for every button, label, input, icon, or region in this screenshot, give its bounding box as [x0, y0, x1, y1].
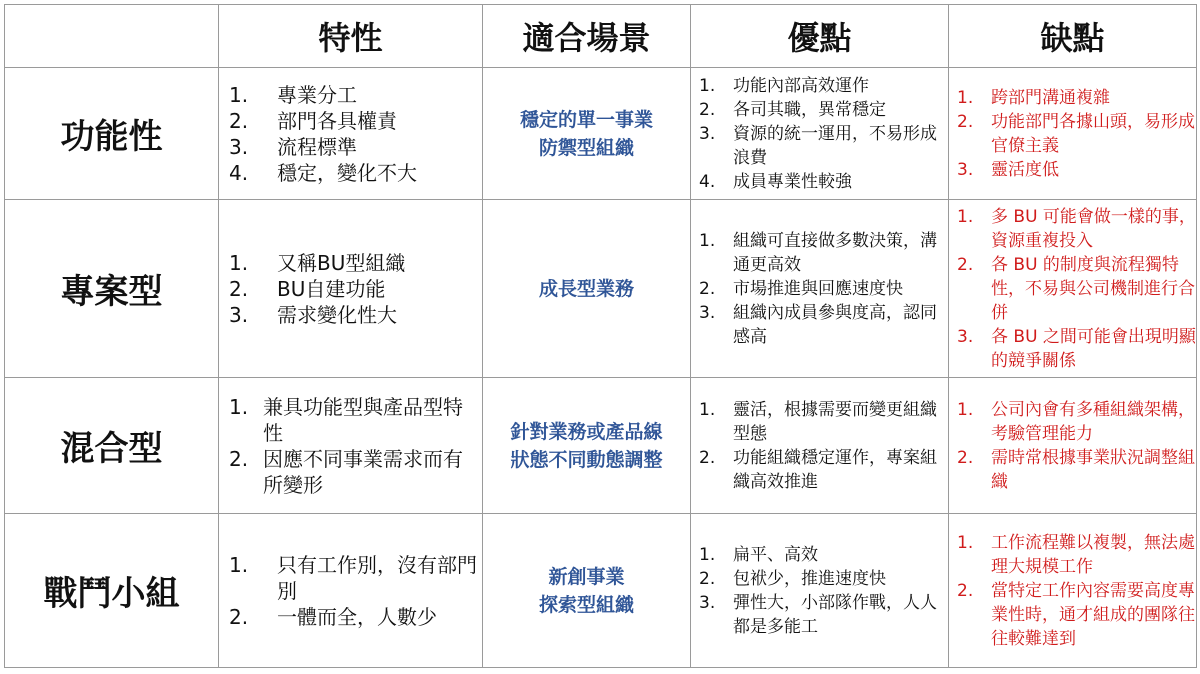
list-text: 一體而全，人數少 — [277, 604, 437, 629]
list-number: 2. — [957, 447, 974, 468]
list-item — [229, 250, 482, 276]
list-text: 當特定工作內容需要高度專業性時，通才組成的團隊往往較難達到 — [991, 580, 1195, 649]
list-text: 需時常根據事業狀況調整組織 — [991, 447, 1195, 492]
list-text: 跨部門溝通複雜 — [991, 87, 1110, 108]
list-item — [699, 567, 948, 591]
list-text: 組織可直接做多數決策，溝通更高效 — [733, 230, 937, 275]
header-disadvantages: 缺點 — [949, 5, 1197, 68]
list-text: 成員專業性較強 — [733, 171, 852, 192]
list-number: 1. — [229, 250, 249, 275]
list-item — [229, 160, 482, 186]
list-number: 2. — [229, 276, 249, 301]
advantages-list — [691, 229, 948, 349]
list-item — [699, 98, 948, 122]
header-corner — [5, 5, 219, 68]
list-number: 4. — [229, 160, 249, 185]
scenario-line: 穩定的單一事業 — [519, 108, 653, 131]
list-number: 1. — [957, 87, 974, 108]
list-number: 2. — [699, 278, 716, 299]
list-item — [229, 134, 482, 160]
list-number: 2. — [229, 108, 249, 133]
list-text: 市場推進與回應速度快 — [733, 278, 903, 299]
list-number: 1. — [699, 230, 716, 251]
list-item — [699, 591, 948, 639]
features-list — [219, 394, 482, 498]
list-item — [699, 277, 948, 301]
list-item — [229, 446, 482, 498]
list-number: 3. — [229, 134, 249, 159]
list-item — [957, 398, 1196, 446]
list-item — [699, 398, 948, 446]
scenario-line: 成長型業務 — [538, 277, 634, 300]
list-text: 需求變化性大 — [277, 302, 397, 327]
scenario-line: 狀態不同動態調整 — [510, 448, 663, 471]
advantages-list — [691, 74, 948, 194]
disadvantages-cell — [949, 200, 1197, 378]
list-number: 1. — [699, 75, 716, 96]
features-list — [219, 552, 482, 630]
list-number: 1. — [699, 399, 716, 420]
list-text: 功能部門各據山頭，易形成官僚主義 — [991, 111, 1195, 156]
list-text: 各 BU 之間可能會出現明顯的競爭關係 — [991, 326, 1196, 371]
scenario-line: 防禦型組織 — [538, 136, 634, 159]
list-item — [229, 552, 482, 604]
features-cell — [219, 378, 483, 514]
disadvantages-list — [949, 205, 1196, 373]
list-text: 包袱少，推進速度快 — [733, 568, 886, 589]
list-item — [699, 301, 948, 349]
list-number: 4. — [699, 171, 716, 192]
list-item — [699, 229, 948, 277]
features-cell — [219, 200, 483, 378]
org-comparison-table — [4, 4, 1197, 668]
list-number: 1. — [699, 544, 716, 565]
list-text: 功能組織穩定運作，專案組織高效推進 — [733, 447, 937, 492]
list-item — [957, 531, 1196, 579]
scenario-cell — [483, 514, 691, 668]
row-title: 戰鬥小組 — [5, 514, 219, 668]
list-number: 3. — [957, 159, 974, 180]
list-number: 1. — [957, 532, 974, 553]
list-text: 各 BU 的制度與流程獨特性，不易與公司機制進行合併 — [991, 254, 1195, 323]
list-number: 3. — [699, 302, 716, 323]
disadvantages-cell — [949, 68, 1197, 200]
row-title: 功能性 — [5, 68, 219, 200]
advantages-cell — [691, 68, 949, 200]
scenario-cell — [483, 68, 691, 200]
scenario-line: 針對業務或產品線 — [510, 420, 663, 443]
list-item — [229, 276, 482, 302]
list-item — [957, 110, 1196, 158]
list-item — [957, 253, 1196, 325]
list-item — [699, 122, 948, 170]
advantages-cell — [691, 378, 949, 514]
list-text: 流程標準 — [277, 134, 357, 159]
list-number: 3. — [699, 123, 716, 144]
list-item — [699, 446, 948, 494]
list-item — [699, 543, 948, 567]
list-number: 1. — [229, 552, 249, 577]
header-row — [5, 5, 1197, 68]
list-number: 2. — [699, 99, 716, 120]
features-cell — [219, 514, 483, 668]
list-text: 組織內成員參與度高，認同感高 — [733, 302, 937, 347]
list-text: 多 BU 可能會做一樣的事，資源重複投入 — [991, 206, 1196, 251]
list-item — [229, 82, 482, 108]
list-number: 2. — [699, 568, 716, 589]
disadvantages-list — [949, 86, 1196, 182]
list-number: 2. — [957, 254, 974, 275]
list-number: 3. — [699, 592, 716, 613]
advantages-cell — [691, 200, 949, 378]
features-cell — [219, 68, 483, 200]
list-text: 工作流程難以複製，無法處理大規模工作 — [991, 532, 1195, 577]
disadvantages-list — [949, 531, 1196, 651]
list-item — [229, 302, 482, 328]
list-number: 2. — [957, 111, 974, 132]
table-row — [5, 68, 1197, 200]
list-item — [957, 446, 1196, 494]
list-number: 1. — [229, 394, 249, 419]
list-text: 各司其職，異常穩定 — [733, 99, 886, 120]
table-row — [5, 378, 1197, 514]
advantages-cell — [691, 514, 949, 668]
row-title: 混合型 — [5, 378, 219, 514]
list-text: 穩定，變化不大 — [277, 160, 417, 185]
advantages-list — [691, 543, 948, 639]
list-text: BU自建功能 — [277, 276, 386, 301]
list-number: 2. — [229, 446, 249, 471]
list-number: 2. — [229, 604, 249, 629]
list-item — [957, 205, 1196, 253]
list-text: 資源的統一運用，不易形成浪費 — [733, 123, 937, 168]
list-number: 2. — [699, 447, 716, 468]
list-number: 3. — [957, 326, 974, 347]
list-text: 又稱BU型組織 — [277, 250, 406, 275]
list-text: 專業分工 — [277, 82, 357, 107]
list-text: 只有工作別，沒有部門別 — [277, 552, 477, 603]
list-number: 1. — [957, 206, 974, 227]
scenario-line: 探索型組織 — [538, 593, 634, 616]
scenario-cell — [483, 378, 691, 514]
list-item — [957, 158, 1196, 182]
list-text: 公司內會有多種組織架構，考驗管理能力 — [991, 399, 1195, 444]
list-number: 2. — [957, 580, 974, 601]
scenario-cell — [483, 200, 691, 378]
header-features: 特性 — [219, 5, 483, 68]
features-list — [219, 82, 482, 186]
disadvantages-cell — [949, 378, 1197, 514]
scenario-line: 新創事業 — [548, 565, 625, 588]
list-text: 因應不同事業需求而有所變形 — [263, 446, 463, 497]
list-item — [229, 108, 482, 134]
list-text: 兼具功能型與產品型特性 — [263, 394, 463, 445]
advantages-list — [691, 398, 948, 494]
list-text: 靈活，根據需要而變更組織型態 — [733, 399, 937, 444]
list-number: 1. — [229, 82, 249, 107]
row-title: 專案型 — [5, 200, 219, 378]
list-item — [229, 604, 482, 630]
list-text: 扁平、高效 — [733, 544, 818, 565]
list-text: 彈性大，小部隊作戰，人人都是多能工 — [733, 592, 937, 637]
list-number: 3. — [229, 302, 249, 327]
table-row — [5, 200, 1197, 378]
list-text: 部門各具權責 — [277, 108, 397, 133]
table-row — [5, 514, 1197, 668]
list-text: 功能內部高效運作 — [733, 75, 869, 96]
list-item — [699, 74, 948, 98]
disadvantages-cell — [949, 514, 1197, 668]
list-item — [957, 86, 1196, 110]
header-advantages: 優點 — [691, 5, 949, 68]
list-item — [957, 579, 1196, 651]
list-item — [957, 325, 1196, 373]
disadvantages-list — [949, 398, 1196, 494]
list-text: 靈活度低 — [991, 159, 1059, 180]
features-list — [219, 250, 482, 328]
list-number: 1. — [957, 399, 974, 420]
list-item — [699, 170, 948, 194]
list-item — [229, 394, 482, 446]
header-scenario: 適合場景 — [483, 5, 691, 68]
